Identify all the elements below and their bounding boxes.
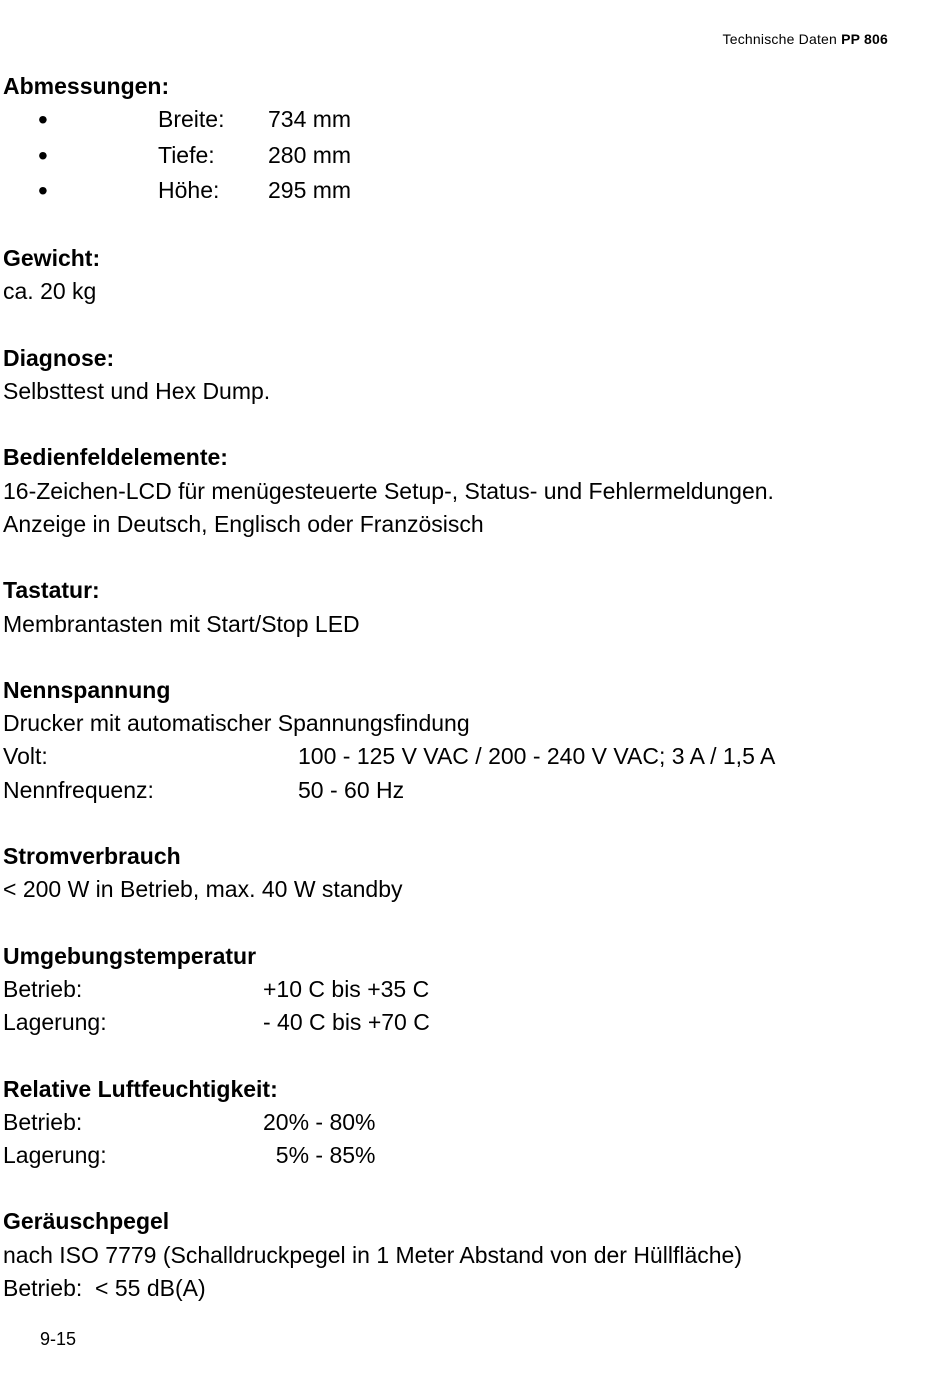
humidity-value: 20% - 80% — [263, 1108, 376, 1135]
humidity-label: Betrieb: — [3, 1108, 83, 1135]
temperature-label: Lagerung: — [3, 1009, 107, 1036]
frequency-value: 50 - 60 Hz — [298, 776, 405, 803]
section-dimensions — [3, 70, 933, 209]
voltage-text: Drucker mit automatischer Spannungsfindung — [3, 710, 470, 737]
bullet-icon — [3, 139, 158, 174]
dimension-value: 734 mm — [268, 106, 352, 133]
voltage-label: Volt: — [3, 743, 48, 770]
voltage-heading: Nennspannung — [3, 676, 171, 703]
section-voltage — [3, 674, 933, 807]
humidity-row — [3, 1106, 933, 1139]
temperature-row — [3, 1006, 933, 1039]
dimension-value: 295 mm — [268, 176, 352, 203]
noise-operation: Betrieb: < 55 dB(A) — [3, 1275, 206, 1302]
dimension-label: Tiefe: — [158, 141, 215, 168]
noise-text: nach ISO 7779 (Schalldruckpegel in 1 Meter Abstand von der Hüllfläche) — [3, 1241, 742, 1268]
section-power — [3, 840, 933, 907]
keyboard-text: Membrantasten mit Start/Stop LED — [3, 610, 360, 637]
section-noise — [3, 1205, 933, 1305]
section-temperature — [3, 940, 933, 1040]
section-keyboard — [3, 574, 933, 641]
section-weight — [3, 242, 933, 309]
voltage-row — [3, 740, 933, 773]
section-control-panel — [3, 441, 933, 541]
temperature-value: - 40 C bis +70 C — [263, 1009, 430, 1036]
frequency-row — [3, 774, 933, 807]
dimensions-heading: Abmessungen: — [3, 73, 170, 99]
section-humidity — [3, 1073, 933, 1173]
section-diagnosis — [3, 342, 933, 409]
header-model: PP 806 — [841, 31, 888, 47]
frequency-label: Nennfrequenz: — [3, 776, 154, 803]
list-item — [3, 103, 933, 138]
temperature-label: Betrieb: — [3, 975, 83, 1002]
temperature-row — [3, 973, 933, 1006]
diagnosis-heading: Diagnose: — [3, 344, 115, 371]
power-text: < 200 W in Betrieb, max. 40 W standby — [3, 876, 403, 903]
page-header — [723, 31, 888, 47]
weight-text: ca. 20 kg — [3, 278, 97, 305]
humidity-row — [3, 1139, 933, 1172]
dimension-label: Höhe: — [158, 176, 220, 203]
humidity-heading: Relative Luftfeuchtigkeit: — [3, 1075, 278, 1102]
list-item — [3, 139, 933, 174]
page-number: 9-15 — [40, 1329, 77, 1349]
control-panel-line2: Anzeige in Deutsch, Englisch oder Französisch — [3, 510, 484, 537]
header-title: Technische Daten — [722, 31, 838, 47]
noise-heading: Geräuschpegel — [3, 1208, 170, 1235]
temperature-value: +10 C bis +35 C — [263, 975, 430, 1002]
control-panel-line1: 16-Zeichen-LCD für menügesteuerte Setup-, Status- und Fehlermeldungen. — [3, 477, 774, 504]
voltage-value: 100 - 125 V VAC / 200 - 240 V VAC; 3 A / 1,5 A — [298, 743, 776, 770]
spec-content — [3, 70, 933, 1338]
diagnosis-text: Selbsttest und Hex Dump. — [3, 378, 271, 405]
weight-heading: Gewicht: — [3, 245, 101, 272]
dimension-value: 280 mm — [268, 141, 352, 168]
humidity-label: Lagerung: — [3, 1142, 107, 1169]
bullet-icon — [3, 103, 158, 138]
control-panel-heading: Bedienfeldelemente: — [3, 444, 228, 471]
humidity-value: 5% - 85% — [263, 1142, 376, 1169]
bullet-icon — [3, 174, 158, 209]
power-heading: Stromverbrauch — [3, 843, 181, 870]
temperature-heading: Umgebungstemperatur — [3, 942, 257, 969]
dimension-label: Breite: — [158, 106, 225, 133]
keyboard-heading: Tastatur: — [3, 577, 100, 604]
list-item — [3, 174, 933, 209]
